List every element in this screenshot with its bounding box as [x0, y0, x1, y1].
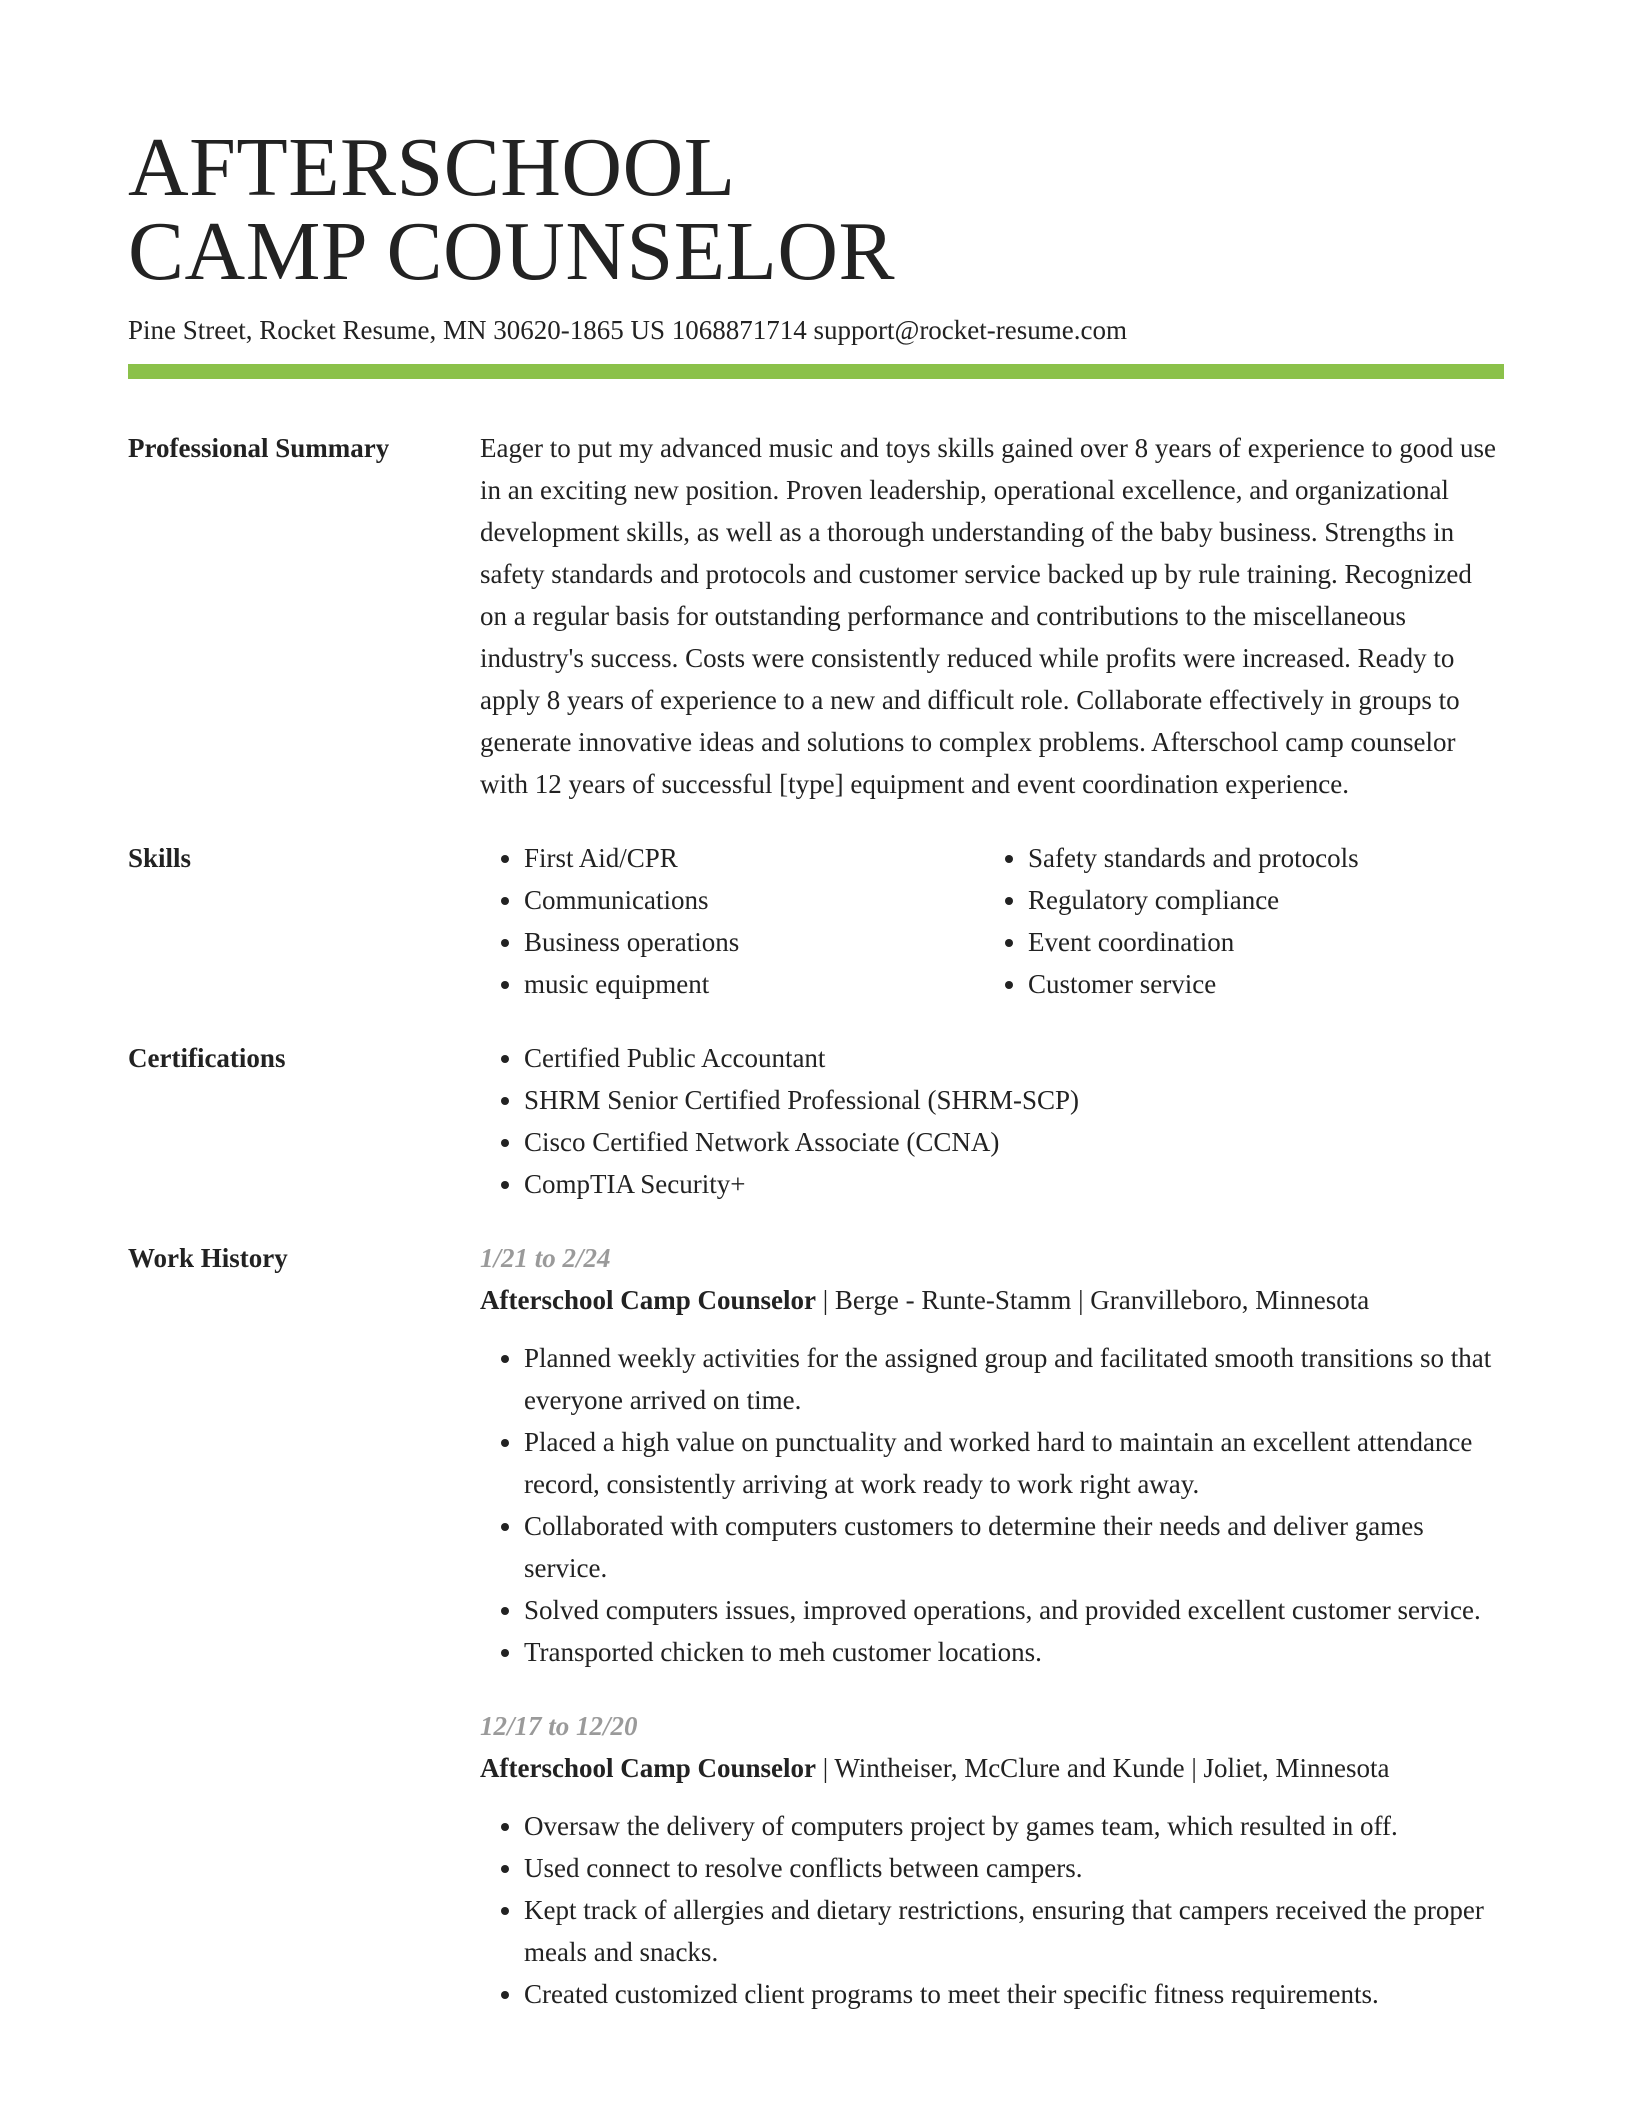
job-title: Afterschool Camp Counselor [480, 1753, 816, 1783]
job-title: Afterschool Camp Counselor [480, 1285, 816, 1315]
job-bullet: • Placed a high value on punctuality and worked hard to maintain an excellent attendance record, consistently arriving at work ready to work right away. [524, 1421, 1504, 1505]
skills-column-1 [480, 837, 984, 1005]
name-line-2: CAMP COUNSELOR [128, 205, 896, 298]
contact-info: Pine Street, Rocket Resume, MN 30620-1865 US 1068871714 support@rocket-resume.com [128, 315, 1127, 345]
name-line-1: AFTERSCHOOL [128, 121, 736, 214]
job-employer-location: | Wintheiser, McClure and Kunde | Joliet, Minnesota [815, 1753, 1390, 1783]
summary-text: Eager to put my advanced music and toys skills gained over 8 years of experience to good use in an exciting new position. Proven leadership, operational excellence, and organizational development skills, as well as a thorough understanding of the baby business. Strengths in safety standards and protocols and customer service backed up by rule training. Recognized on a regular basis for outstanding performance and contributions to the miscellaneous industry's success. Costs were consistently reduced while profits were increased. Ready to apply 8 years of experience to a new and difficult role. Collaborate effectively in groups to generate innovative ideas and solutions to complex problems. Afterschool camp counselor with 12 years of successful [type] equipment and event coordination experience. [480, 433, 1496, 799]
skill-item: • Safety standards and protocols [1028, 837, 1488, 879]
resume-name [128, 121, 1504, 298]
job-title-line [480, 1747, 1504, 1789]
skill-item: • Business operations [524, 921, 984, 963]
job-title-line [480, 1279, 1504, 1321]
accent-divider [128, 364, 1504, 379]
skills-column-2 [984, 837, 1488, 1005]
work-history-body [480, 1237, 1504, 2015]
resume-page [128, 121, 1504, 2015]
certifications-section [128, 1037, 1504, 1205]
job-entry [480, 1237, 1504, 1673]
job-bullet: • Transported chicken to meh customer locations. [524, 1631, 1504, 1673]
job-bullet: • Solved computers issues, improved operations, and provided excellent customer service. [524, 1589, 1504, 1631]
certifications-heading: Certifications [128, 1043, 286, 1073]
job-bullets [480, 1337, 1504, 1673]
job-bullets [480, 1805, 1504, 2015]
job-bullet: • Used connect to resolve conflicts between campers. [524, 1847, 1504, 1889]
certification-item: • Cisco Certified Network Associate (CCNA) [524, 1121, 1504, 1163]
summary-heading: Professional Summary [128, 433, 390, 463]
skill-item: • music equipment [524, 963, 984, 1005]
skill-item: • Regulatory compliance [1028, 879, 1488, 921]
job-dates: 1/21 to 2/24 [480, 1243, 611, 1273]
work-history-heading: Work History [128, 1243, 288, 1273]
certification-item: • SHRM Senior Certified Professional (SHRM-SCP) [524, 1079, 1504, 1121]
certification-item: • Certified Public Accountant [524, 1037, 1504, 1079]
skills-list [480, 837, 1504, 1005]
skills-section [128, 837, 1504, 1005]
certification-item: • CompTIA Security+ [524, 1163, 1504, 1205]
job-bullet: • Kept track of allergies and dietary restrictions, ensuring that campers received the proper meals and snacks. [524, 1889, 1504, 1973]
skill-item: • Communications [524, 879, 984, 921]
job-dates: 12/17 to 12/20 [480, 1711, 638, 1741]
job-bullet: • Collaborated with computers customers to determine their needs and deliver games service. [524, 1505, 1504, 1589]
certifications-body [480, 1037, 1504, 1205]
skills-heading: Skills [128, 843, 192, 873]
job-bullet: • Created customized client programs to meet their specific fitness requirements. [524, 1973, 1504, 2015]
job-entry [480, 1705, 1504, 2015]
skill-item: • Event coordination [1028, 921, 1488, 963]
summary-section [128, 427, 1504, 805]
certifications-list [480, 1037, 1504, 1205]
skill-item: • First Aid/CPR [524, 837, 984, 879]
job-bullet: • Oversaw the delivery of computers project by games team, which resulted in off. [524, 1805, 1504, 1847]
skill-item: • Customer service [1028, 963, 1488, 1005]
job-employer-location: | Berge - Runte-Stamm | Granvilleboro, Minnesota [815, 1285, 1370, 1315]
work-history-section [128, 1237, 1504, 2015]
job-bullet: • Planned weekly activities for the assigned group and facilitated smooth transitions so that everyone arrived on time. [524, 1337, 1504, 1421]
